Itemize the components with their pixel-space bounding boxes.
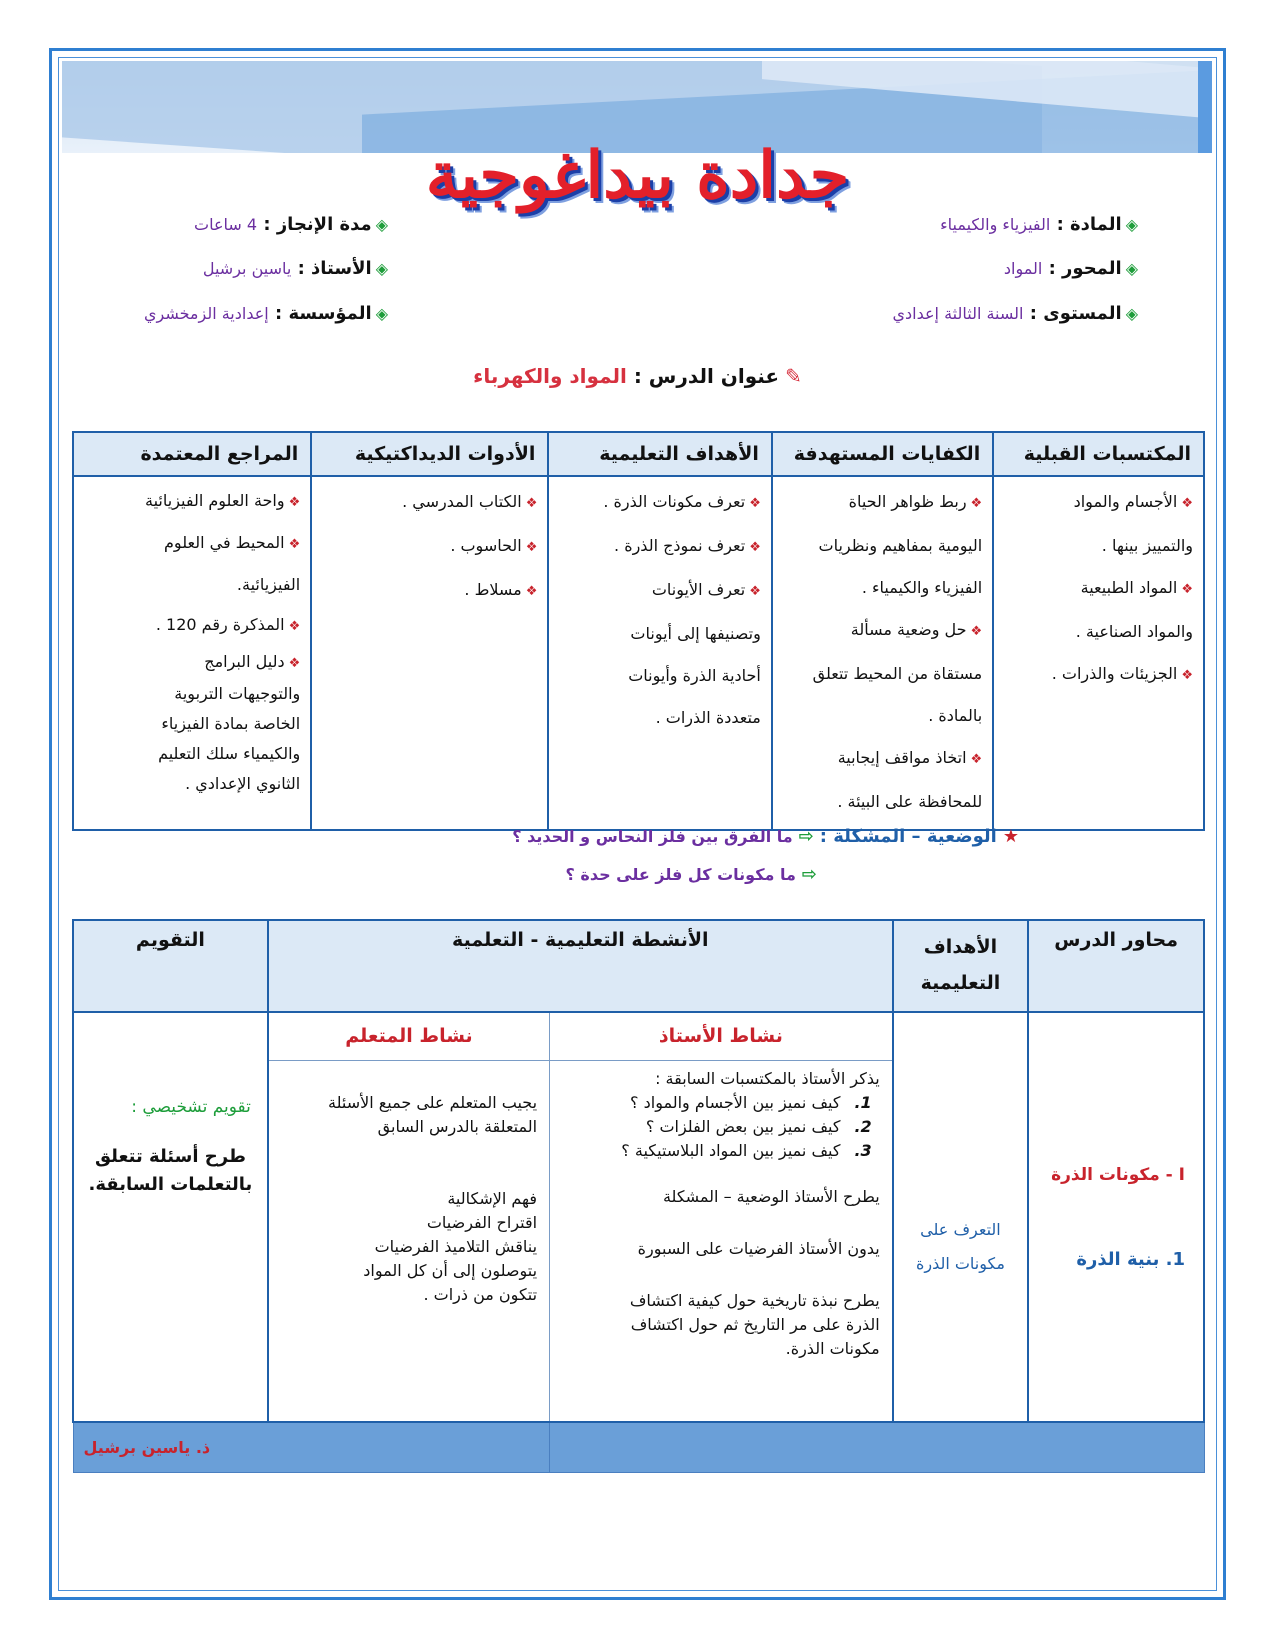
competencies-cell: ❖ربط ظواهر الحياة اليومية بمفاهيم ونظريات الفيزياء والكيمياء . ❖حل وضعية مسألة مستقاة من المحيط تتعلق بالمادة . ❖اتخاذ مواقف إيجابية للمحافظة على البيئة . (772, 476, 993, 830)
prerequisites-cell: ❖الأجسام والمواد والتمييز بينها . ❖المواد الطبيعية والمواد الصناعية . ❖الجزيئات والذرات . (993, 476, 1204, 830)
arrow-icon: ⇨ (798, 826, 814, 847)
header-lesson-axes: محاور الدرس (1028, 920, 1204, 1012)
objectives-cell: ❖تعرف مكونات الذرة . ❖تعرف نموذج الذرة . ❖تعرف الأيونات وتصنيفها إلى أيونات أحادية الذرة وأيونات متعددة الذرات . (548, 476, 771, 830)
arrow-icon: ⇨ (801, 864, 817, 885)
learning-goal-cell: التعرف على مكونات الذرة (893, 1012, 1029, 1422)
axis-sub: 1. بنية الذرة (1076, 1248, 1185, 1270)
header-competencies: الكفايات المستهدفة (772, 432, 993, 476)
lesson-title: ✎عنوان الدرس : المواد والكهرباء (473, 364, 802, 388)
header-prerequisites: المكتسبات القبلية (993, 432, 1204, 476)
prerequisites-table (72, 431, 1205, 831)
pencil-icon: ✎ (785, 364, 802, 388)
tools-cell: ❖الكتاب المدرسي . ❖الحاسوب . ❖مسلاط . (311, 476, 548, 830)
diamond-icon: ◈ (1125, 259, 1138, 278)
axis-main: I - مكونات الذرة (1051, 1164, 1185, 1185)
info-subject: ◈المادة : الفيزياء والكيمياء (940, 214, 1138, 235)
page-title: جدادة بيداغوجية (425, 138, 850, 213)
sub-header-teacher: نشاط الأستاذ (550, 1012, 893, 1060)
references-cell: ❖واحة العلوم الفيزيائية ❖المحيط في العلوم الفيزيائية. ❖المذكرة رقم 120 . ❖دليل البرامج والتوجيهات التربوية الخاصة بمادة الفيزياء والكيمياء سلك التعليم الثانوي الإعدادي . (73, 476, 311, 830)
diamond-icon: ◈ (375, 304, 388, 323)
evaluation-title: تقويم تشخيصي : (131, 1097, 251, 1117)
header-tools: الأدوات الديداكتيكية (311, 432, 548, 476)
evaluation-text-2: بالتعلمات السابقة. (88, 1174, 253, 1195)
star-icon: ★ (1002, 826, 1019, 847)
diamond-icon: ◈ (375, 259, 388, 278)
problem-line-2: ⇨ما مكونات كل فلز على حدة ؟ (565, 864, 817, 885)
teacher-activity-cell: يذكر الأستاذ بالمكتسبات السابقة : 1.كيف نميز بين الأجسام والمواد ؟ 2.كيف نميز بين بعض الفلزات ؟ 3.كيف نميز بين المواد البلاستيكية ؟ يطرح الأستاذ الوضعية – المشكلة يدون الأستاذ الفرضيات على السبورة يطرح نبذة تاريخية حول كيفية اكتشاف الذرة على مر التاريخ ثم حول اكتشاف مكونات الذرة. (550, 1060, 893, 1422)
evaluation-cell (73, 1012, 268, 1422)
info-school: ◈المؤسسة : إعدادية الزمخشري (143, 303, 388, 324)
lesson-axes-cell (1028, 1012, 1204, 1422)
footer-bar-right (550, 1422, 1204, 1472)
diamond-icon: ◈ (1125, 215, 1138, 234)
activities-table (72, 919, 1205, 1473)
diamond-icon: ◈ (375, 215, 388, 234)
header-activities: الأنشطة التعليمية - التعلمية (268, 920, 893, 1012)
info-teacher: ◈الأستاذ : ياسين برشيل (202, 258, 388, 279)
problem-line-1: ★الوضعية – المشكلة :⇨ما الفرق بين فلز النحاس و الحديد ؟ (512, 826, 1019, 847)
header-learning-goals: الأهداف التعليمية (893, 920, 1029, 1012)
info-axis: ◈المحور : المواد (1003, 258, 1138, 279)
learner-activity-cell: يجيب المتعلم على جميع الأسئلة المتعلقة بالدرس السابق فهم الإشكالية اقتراح الفرضيات يناقش التلاميذ الفرضيات يتوصلون إلى أن كل المواد تتكون من ذرات . (268, 1060, 550, 1422)
header-references: المراجع المعتمدة (73, 432, 311, 476)
evaluation-text-1: طرح أسئلة تتعلق (94, 1146, 246, 1167)
diamond-icon: ◈ (1125, 304, 1138, 323)
footer-author: ذ. ياسين برشيل (73, 1422, 550, 1472)
info-duration: ◈مدة الإنجاز : 4 ساعات (194, 214, 388, 235)
header-objectives: الأهداف التعليمية (548, 432, 771, 476)
sub-header-learner: نشاط المتعلم (268, 1012, 550, 1060)
info-level: ◈المستوى : السنة الثالثة إعدادي (892, 303, 1138, 324)
header-evaluation: التقويم (73, 920, 268, 1012)
